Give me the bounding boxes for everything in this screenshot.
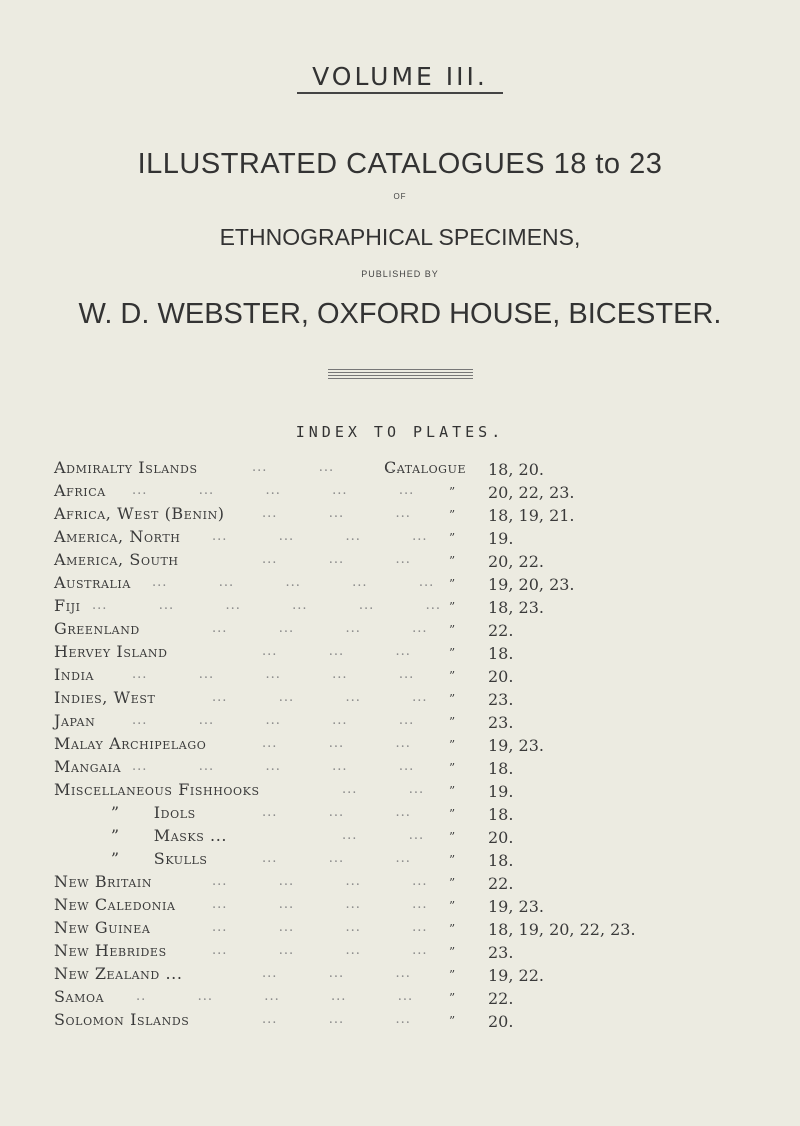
index-row — [0, 895, 800, 919]
catalogue-numbers: 19, 23. — [488, 897, 544, 916]
leader-dots: ... ... ... — [252, 460, 401, 475]
index-row — [0, 573, 800, 597]
decorative-rule — [328, 375, 473, 376]
ditto-mark: ” — [449, 968, 456, 982]
catalogue-numbers: 18. — [488, 805, 514, 824]
leader-dots: ... ... ... — [262, 552, 411, 567]
index-row — [0, 987, 800, 1011]
index-heading: INDEX TO PLATES. — [295, 423, 505, 441]
index-row — [0, 757, 800, 781]
ditto-mark: ” — [449, 784, 456, 798]
leader-dots: ... ... ... ... — [212, 897, 428, 912]
index-place: Admiralty Islands — [54, 458, 198, 477]
index-place: Miscellaneous Fishhooks — [54, 780, 260, 799]
of-label: OF — [393, 192, 407, 201]
ditto-mark: ” — [449, 853, 456, 867]
index-place: Australia — [54, 573, 131, 592]
leader-dots: ... ... ... ... — [212, 874, 428, 889]
leader-dots: ... ... ... ... — [212, 943, 428, 958]
ditto-mark: ” — [449, 991, 456, 1005]
volume-heading: VOLUME III. — [312, 62, 488, 91]
catalogue-numbers: 23. — [488, 943, 514, 962]
catalogue-numbers: 20. — [488, 667, 514, 686]
index-place: New Guinea — [54, 918, 151, 937]
leader-dots: ... ... ... ... ... — [132, 667, 415, 682]
index-row — [0, 665, 800, 689]
index-place: Samoa — [54, 987, 105, 1006]
index-place: Hervey Island — [54, 642, 168, 661]
index-place: New Caledonia — [54, 895, 176, 914]
index-place: Africa — [54, 481, 106, 500]
ditto-mark: ” — [449, 761, 456, 775]
ditto-mark: ” — [449, 807, 456, 821]
index-row — [0, 734, 800, 758]
leader-dots: .. ... ... ... ... — [136, 989, 414, 1004]
ditto-mark: ” — [449, 876, 456, 890]
decorative-rule — [328, 378, 473, 379]
index-place: ” Skulls — [54, 849, 208, 868]
ditto-mark: ” — [449, 922, 456, 936]
index-place: Greenland — [54, 619, 140, 638]
index-row — [0, 550, 800, 574]
leader-dots: ... ... ... ... — [212, 621, 428, 636]
leader-dots: ... ... ... — [262, 1012, 411, 1027]
leader-dots: ... ... ... — [262, 851, 411, 866]
catalogue-numbers: 22. — [488, 621, 514, 640]
catalogue-numbers: 18. — [488, 759, 514, 778]
catalogue-numbers: 20. — [488, 828, 514, 847]
index-place: ” Masks ... — [54, 826, 228, 845]
index-row — [0, 504, 800, 528]
ditto-mark: ” — [449, 1014, 456, 1028]
volume-underline — [297, 92, 503, 94]
leader-dots: ... ... ... ... — [212, 690, 428, 705]
ditto-mark: ” — [449, 577, 456, 591]
catalogue-numbers: 20, 22, 23. — [488, 483, 575, 502]
index-row — [0, 596, 800, 620]
catalogue-numbers: 18, 19, 20, 22, 23. — [488, 920, 636, 939]
leader-dots: ... ... — [342, 828, 425, 843]
index-row — [0, 780, 800, 804]
leader-dots: ... ... ... — [262, 805, 411, 820]
index-place: Solomon Islands — [54, 1010, 190, 1029]
index-row — [0, 458, 800, 482]
leader-dots: ... ... ... ... ... — [132, 713, 415, 728]
index-row — [0, 1010, 800, 1034]
index-place: Malay Archipelago — [54, 734, 207, 753]
index-row — [0, 872, 800, 896]
catalogue-numbers: 20, 22. — [488, 552, 544, 571]
catalogue-title: ILLUSTRATED CATALOGUES 18 to 23 — [137, 148, 663, 180]
leader-dots: ... ... ... ... ... ... — [92, 598, 441, 613]
index-place: America, North — [54, 527, 181, 546]
index-place: ” Idols — [54, 803, 196, 822]
ditto-mark: ” — [449, 715, 456, 729]
index-place: Japan — [54, 711, 96, 730]
index-place: America, South — [54, 550, 179, 569]
leader-dots: ... ... ... ... — [212, 920, 428, 935]
index-row — [0, 711, 800, 735]
catalogue-numbers: 19, 23. — [488, 736, 544, 755]
catalogue-numbers: 19, 22. — [488, 966, 544, 985]
catalogue-numbers: 18, 23. — [488, 598, 544, 617]
ditto-mark: ” — [449, 899, 456, 913]
index-row — [0, 481, 800, 505]
ditto-mark: ” — [449, 485, 456, 499]
decorative-rule — [328, 372, 473, 373]
index-place: New Britain — [54, 872, 153, 891]
publisher-line: W. D. WEBSTER, OXFORD HOUSE, BICESTER. — [78, 298, 722, 330]
ditto-mark: ” — [449, 554, 456, 568]
index-place: New Hebrides — [54, 941, 167, 960]
catalogue-numbers: 18, 20. — [488, 460, 544, 479]
index-row — [0, 527, 800, 551]
ditto-mark: ” — [449, 508, 456, 522]
ditto-mark: ” — [449, 600, 456, 614]
catalogue-numbers: 20. — [488, 1012, 514, 1031]
catalogue-numbers: 18, 19, 21. — [488, 506, 575, 525]
index-row — [0, 826, 800, 850]
leader-dots: ... ... ... ... ... — [152, 575, 435, 590]
catalogue-numbers: 18. — [488, 644, 514, 663]
index-place: Indies, West — [54, 688, 156, 707]
index-row — [0, 688, 800, 712]
catalogue-numbers: 22. — [488, 874, 514, 893]
catalogue-numbers: 18. — [488, 851, 514, 870]
leader-dots: ... ... ... ... ... — [132, 759, 415, 774]
index-place: India — [54, 665, 95, 684]
ditto-mark: ” — [449, 738, 456, 752]
index-row — [0, 964, 800, 988]
ditto-mark: ” — [449, 830, 456, 844]
index-row — [0, 918, 800, 942]
catalogue-numbers: 19, 20, 23. — [488, 575, 575, 594]
catalogue-numbers: 19. — [488, 782, 514, 801]
leader-dots: ... ... ... — [262, 966, 411, 981]
index-row — [0, 642, 800, 666]
index-place: Fiji — [54, 596, 81, 615]
ditto-mark: ” — [449, 945, 456, 959]
published-by-label: PUBLISHED BY — [361, 269, 439, 279]
index-place: New Zealand ... — [54, 964, 183, 983]
leader-dots: ... ... ... — [262, 736, 411, 751]
decorative-rule — [328, 369, 473, 370]
index-row — [0, 803, 800, 827]
ditto-mark: ” — [449, 646, 456, 660]
leader-dots: ... ... ... — [262, 506, 411, 521]
subtitle: ETHNOGRAPHICAL SPECIMENS, — [219, 224, 581, 250]
catalogue-numbers: 22. — [488, 989, 514, 1008]
ditto-mark: ” — [449, 692, 456, 706]
ditto-mark: ” — [449, 623, 456, 637]
leader-dots: ... ... ... ... ... — [132, 483, 415, 498]
catalogue-numbers: 23. — [488, 713, 514, 732]
leader-dots: ... ... ... ... — [212, 529, 428, 544]
ditto-mark: ” — [449, 531, 456, 545]
leader-dots: ... ... — [342, 782, 425, 797]
catalogue-numbers: 23. — [488, 690, 514, 709]
leader-dots: ... ... ... — [262, 644, 411, 659]
index-place: Mangaia — [54, 757, 122, 776]
index-place: Africa, West (Benin) — [54, 504, 225, 523]
catalogue-label: Catalogue — [384, 458, 467, 477]
index-row — [0, 619, 800, 643]
index-row — [0, 941, 800, 965]
ditto-mark: ” — [449, 669, 456, 683]
catalogue-numbers: 19. — [488, 529, 514, 548]
index-row — [0, 849, 800, 873]
